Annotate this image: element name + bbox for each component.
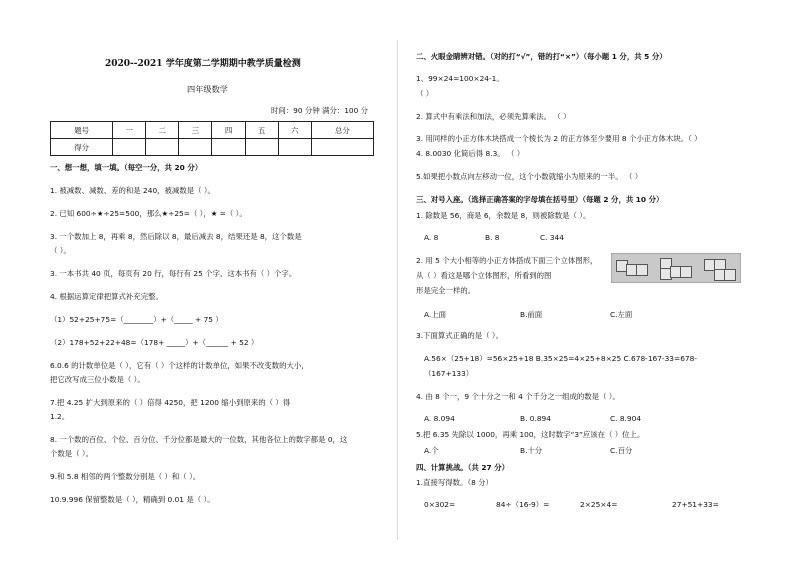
question-3-4: 4. 由 8 个一，9 个十分之一和 4 个千分之一组成的数是（ ）。 <box>416 392 620 401</box>
question-1-2: 2. 已知 600÷★÷25=500，那么★÷25=（ ），★ =（ ）。 <box>50 209 247 218</box>
score-table-score-row <box>51 139 374 156</box>
option-3-4-b: B. 0.894 <box>520 414 551 423</box>
exam-title: 2020--2021 学年度第二学期期中教学质量检测 <box>105 59 301 69</box>
cube-figures-image <box>611 253 741 283</box>
section4-subtitle: 1.直接写得数。（8 分） <box>416 478 493 487</box>
subject-title: 四年级数学 <box>187 84 228 94</box>
section4-title: 四、计算挑战。（共 27 分） <box>416 463 510 472</box>
question-1-8: 8. 一个数的百位、个位、百分位、千分位都是最大的一位数，其他各位上的数字都是 0，这 <box>50 435 348 444</box>
exam-meta: 时间：90 分钟 满分：100 分 <box>271 106 369 115</box>
score-table-header-row <box>51 122 374 139</box>
score-cell[interactable] <box>311 139 373 156</box>
question-1-3-answer: （ ）。 <box>50 246 71 255</box>
question-1-9: 9.和 5.8 相邻的两个整数分别是（ ）和（ ）。 <box>50 472 201 481</box>
question-1-3: 3. 一个数加上 8，再乘 8，然后除以 8，最后减去 8，结果还是 8，这个数是 <box>50 232 302 241</box>
option-3-5-a: A.个 <box>424 446 439 455</box>
column-divider <box>397 40 398 540</box>
question-1-5: 4. 根据运算定律把算式补充完整。 <box>50 292 163 301</box>
question-1-1: 1. 被减数、减数、差的和是 240，被减数是（ ）。 <box>50 186 215 195</box>
option-3-1-b: B. 8 <box>485 233 500 242</box>
question-1-6-cont: 把它改写成三位小数是（ ）。 <box>50 375 145 384</box>
score-header-cell: 题号 <box>51 122 113 139</box>
question-3-2-cont1: 从（ ）看这是哪个立体图形，所看到的图 <box>416 271 552 280</box>
question-1-10: 10.9.996 保留整数是（ ），精确到 0.01 是（ ）。 <box>50 495 215 504</box>
score-cell[interactable] <box>146 139 179 156</box>
question-1-4: 3. 一本书共 40 页，每页有 20 行，每行有 25 个字，这本书有（ ）个字。 <box>50 269 297 278</box>
option-3-2-b: B.前面 <box>520 310 543 319</box>
question-1-5b: （2）178+52+22+48=（178+ _____）+（______ + 52 ） <box>50 338 259 347</box>
question-2-1: 1、99×24=100×24-1。 <box>416 74 504 83</box>
question-2-4: 4. 8.0030 化简后得 8.3。 （ ） <box>416 149 525 158</box>
option-3-2-c: C.左面 <box>610 310 633 319</box>
section3-title: 三、对号入座。（选择正确答案的字母填在括号里）（每题 2 分，共 10 分） <box>416 195 664 204</box>
question-2-2: 2. 算式中有乘法和加法，必须先算乘法。 （ ） <box>416 112 571 121</box>
calc-problem: 2×25×4= <box>580 500 618 509</box>
question-3-2-cont2: 形是完全一样的。 <box>416 286 476 295</box>
calc-problem: 0×302= <box>424 500 456 509</box>
option-3-1-c: C. 344 <box>540 233 564 242</box>
question-3-2: 2. 用 5 个大小相等的小正方体搭成下面三个立体图形， <box>416 256 598 265</box>
calc-problem: 84÷（16-9）= <box>496 500 550 509</box>
calc-problem: 27+51+33= <box>672 500 719 509</box>
question-2-3: 3. 用同样的小正方体木块搭成一个棱长为 2 的正方体至少要用 8 个小正方体木块。（ ） <box>416 134 702 143</box>
question-1-7: 7.把 4.25 扩大到原来的（ ）倍得 4250，把 1200 缩小到原来的（ ）得 <box>50 398 291 407</box>
score-header-cell: 三 <box>179 122 212 139</box>
question-3-5: 5.把 6.35 先除以 1000，再乘 100，这时数字“3”应该在（ ）位上。 <box>416 430 645 439</box>
section2-title: 二、火眼金睛辨对错。（对的打“√”，错的打“×”）（每小题 1 分，共 5 分） <box>416 52 667 61</box>
score-table <box>50 121 374 156</box>
score-cell[interactable] <box>113 139 146 156</box>
score-header-cell: 五 <box>245 122 278 139</box>
option-3-3-line2: （167+133） <box>424 369 474 378</box>
option-3-5-c: C.百分 <box>610 446 633 455</box>
score-cell[interactable] <box>278 139 311 156</box>
score-header-cell: 二 <box>146 122 179 139</box>
score-header-cell: 六 <box>278 122 311 139</box>
section1-title: 一、想一想，填一填。（每空一分，共 20 分） <box>50 163 203 172</box>
question-3-1: 1. 除数是 56，商是 6，余数是 8，则被除数是（ ）。 <box>416 211 591 220</box>
option-3-4-a: A. 8.094 <box>424 414 455 423</box>
score-header-cell: 一 <box>113 122 146 139</box>
score-row-label: 得分 <box>51 139 113 156</box>
score-cell[interactable] <box>179 139 212 156</box>
question-2-1-answer: （ ） <box>416 89 434 98</box>
option-3-5-b: B.十分 <box>520 446 543 455</box>
score-header-cell: 总分 <box>311 122 373 139</box>
option-3-2-a: A.上面 <box>424 310 447 319</box>
question-1-7-cont: 1.2。 <box>50 412 70 421</box>
option-3-1-a: A. 8 <box>424 233 439 242</box>
question-1-6: 6.0.6 的计数单位是（ ），它有（ ）个这样的计数单位，如果不改变数的大小， <box>50 361 309 370</box>
question-2-5: 5.如果把小数点向左移动一位，这个小数就缩小为原来的一半。 （ ） <box>416 172 643 181</box>
score-cell[interactable] <box>212 139 245 156</box>
question-3-3: 3.下面算式正确的是（ ）。 <box>416 331 503 340</box>
question-1-8-cont: 个数是（ ）。 <box>50 449 93 458</box>
question-1-5a: （1）52+25+75=（________）+（_____ + 75 ） <box>50 315 223 324</box>
option-3-4-c: C. 8.904 <box>610 414 642 423</box>
score-header-cell: 四 <box>212 122 245 139</box>
score-cell[interactable] <box>245 139 278 156</box>
option-3-3-line1: A.56×（25+18）=56×25+18 B.35×25=4×25+8×25 C.678-167-33=678- <box>424 354 697 363</box>
